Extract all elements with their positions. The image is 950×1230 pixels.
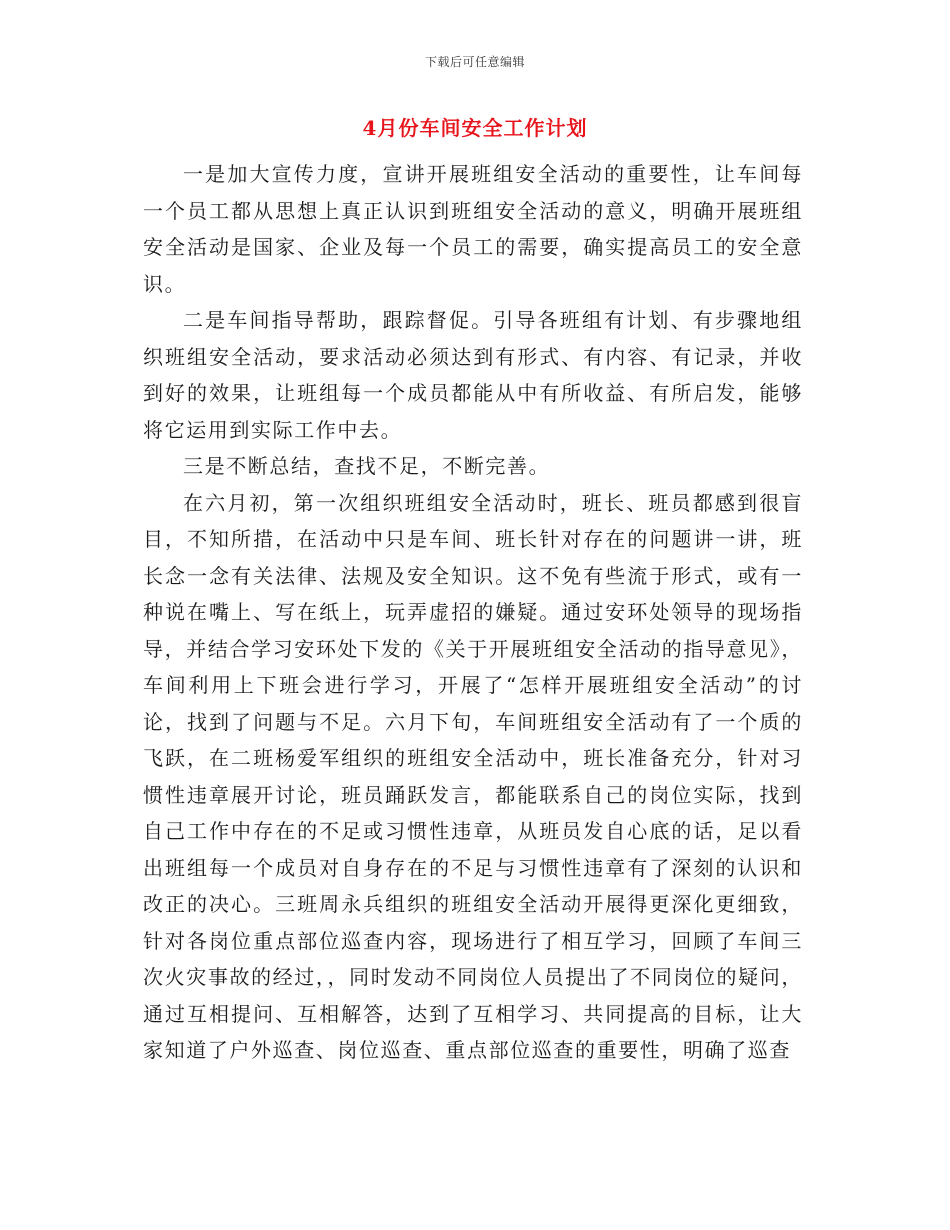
header-note: 下载后可任意编辑 bbox=[424, 55, 525, 69]
document-title: 4月份车间安全工作计划 bbox=[362, 116, 588, 140]
paragraph-2: 二是车间指导帮助，跟踪督促。引导各班组有计划、有步骤地组织班组安全活动，要求活动必须达到有形式、有内容、有记录，并收到好的效果，让班组每一个成员都能从中有所收益、有所启发，能够将它运用到实际工作中去。 bbox=[143, 308, 803, 442]
paragraph-1: 一是加大宣传力度，宣讲开展班组安全活动的重要性，让车间每一个员工都从思想上真正认识到班组安全活动的意义，明确开展班组安全活动是国家、企业及每一个员工的需要，确实提高员工的安全意识。 bbox=[143, 162, 803, 296]
paragraph-3: 三是不断总结，查找不足，不断完善。 bbox=[183, 454, 551, 478]
paragraph-4: 在六月初，第一次组织班组安全活动时，班长、班员都感到很盲目，不知所措，在活动中只是车间、班长针对存在的问题讲一讲，班长念一念有关法律、法规及安全知识。这不免有些流于形式，或有一种说在嘴上、写在纸上，玩弄虚招的嫌疑。通过安环处领导的现场指导，并结合学习安环处下发的《关于开展班组安全活动的指导意见》，车间利用上下班会进行学习，开展了“怎样开展班组安全活动”的讨论，找到了问题与不足。六月下旬，车间班组安全活动有了一个质的飞跃，在二班杨爱军组织的班组安全活动中，班长准备充分，针对习惯性违章展开讨论，班员踊跃发言，都能联系自己的岗位实际，找到自己工作中存在的不足或习惯性违章，从班员发自心底的话，足以看出班组每一个成员对自身存在的不足与习惯性违章有了深刻的认识和改正的决心。三班周永兵组织的班组安全活动开展得更深化更细致，针对各岗位重点部位巡查内容，现场进行了相互学习，回顾了车间三次火灾事故的经过，，同时发动不同岗位人员提出了不同岗位的疑问，通过互相提问、互相解答，达到了互相学习、共同提高的目标，让大家知道了户外巡查、岗位巡查、重点部位巡查的重要性，明确了巡查 bbox=[143, 490, 803, 1062]
document-body bbox=[143, 156, 803, 1069]
